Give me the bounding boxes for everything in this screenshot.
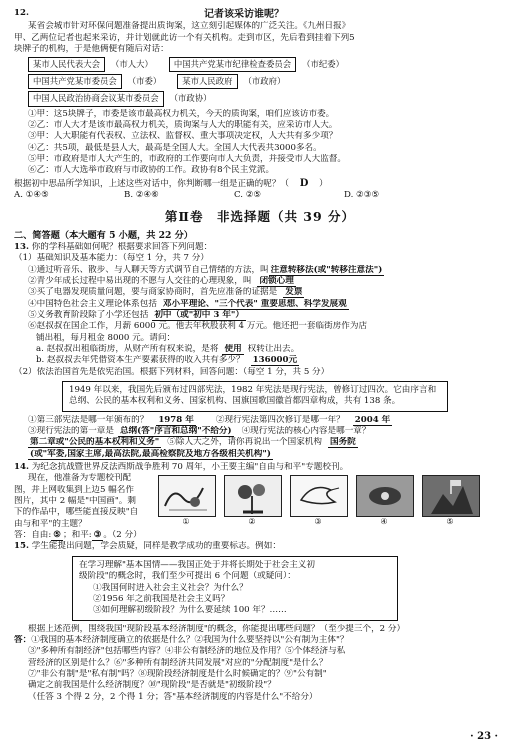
q15-answer-line: 确定之前我国是什么经济制度？⑩"现阶段"是否就是"初级阶段"？ xyxy=(28,680,276,691)
q15-answer-line: ⑦"非公有制"是"私有制"吗？⑧现阶段经济制度是什么时候确定的？⑨"公有制" xyxy=(28,668,327,679)
artwork-1 xyxy=(158,475,216,541)
answer-fill: ⑤ xyxy=(53,530,62,541)
artwork-caption: ① xyxy=(182,517,190,527)
q13-line-4 xyxy=(14,299,506,310)
q13-m-line-2 xyxy=(14,426,506,437)
sign-box: 中国共产党某市纪律检查委员会 xyxy=(169,57,296,72)
q14-desc xyxy=(14,473,144,541)
q13-m-line-3 xyxy=(14,437,506,448)
artwork-3 xyxy=(290,475,348,541)
q14-stem-row xyxy=(14,462,506,473)
answer-fill: 闭锁心理 xyxy=(259,275,294,286)
answer-fill: 邓小平理论、"三个代表" 重要思想、科学发展观 xyxy=(162,298,347,309)
q12-item: ③甲：人大职能有代表权、立法权、监督权、重大事项决定权，人大共有多少项？ xyxy=(28,131,338,142)
sign-box: 某市人民代表大会 xyxy=(28,57,105,72)
q12-question-end: ） xyxy=(319,178,328,189)
sign-label: （市委） xyxy=(127,76,162,87)
q12-option: D. ②③⑤ xyxy=(344,189,380,200)
q12-intro-2: 甲、乙两位记者也起来采访，并计划就此访一个有关机构。走到市区，先后看到挂着下列5 xyxy=(14,32,355,43)
answer-fill: 注意转移法(或"转移注意法") xyxy=(270,264,383,275)
q12-item: ④乙：共5项，最低是县人大，最高是全国人大。全国人大代表共3000多名。 xyxy=(28,142,322,153)
q15-stem-row xyxy=(14,541,506,552)
q13-line-6a xyxy=(14,344,506,355)
line-text: ；和平: xyxy=(63,530,92,541)
ink-painting-image xyxy=(158,475,216,517)
line-text: b. 赵叔叔去年凭借资本生产要素获得的收入共有多少？ xyxy=(36,355,245,366)
artwork-4 xyxy=(356,475,414,541)
q15-scoring-note: （任答 3 个得 2 分，2 个得 1 分；答"基本经济制度的内容是什么"不给分） xyxy=(28,691,318,702)
artwork-caption: ② xyxy=(248,517,256,527)
artwork-caption: ⑤ xyxy=(446,517,454,527)
q12-boxes-row-2 xyxy=(28,74,506,89)
q13-line-3 xyxy=(14,287,506,298)
liberty-painting-image xyxy=(422,475,480,517)
q14-number: 14. xyxy=(14,462,29,473)
q14-answer-row xyxy=(14,530,144,541)
q15-example-box xyxy=(72,556,398,621)
q14-desc-line: 由与和平"的主题？ xyxy=(14,518,87,529)
line-text: 。（2 分） xyxy=(103,530,142,541)
q13-part2-heading: （2）依法治国首先是依宪治国。根据下列材料，回答问题：（每空 1 分，共 5 分） xyxy=(14,366,330,377)
flower-painting-image xyxy=(224,475,282,517)
exam-page xyxy=(14,8,506,703)
q13-part1-heading: （1）基础知识及基本能力：（每空 1 分，共 7 分） xyxy=(14,253,209,264)
sign-box: 中国共产党某市委员会 xyxy=(28,74,122,89)
q14-desc-line: 下的作品中，哪些能直接反映"自 xyxy=(14,507,139,518)
line-text: 权转让出去。 xyxy=(247,343,300,354)
q12-answer: D xyxy=(299,177,309,189)
line-text: ②青少年成长过程中易出现的不愿与人交往的心理现象，叫 xyxy=(28,275,252,286)
q12-number: 12. xyxy=(14,8,29,18)
q13-line-1 xyxy=(14,265,506,276)
artwork-2 xyxy=(224,475,282,541)
q15-answer-line: ③"多种所有制经济"包括哪些内容？④非公有制经济的地位及作用？⑤个体经济与私 xyxy=(28,646,346,657)
line-text: ①通过听音乐、散步、与人聊天等方式调节自己情绪的方法，叫 xyxy=(28,264,269,275)
sign-label: （市纪委） xyxy=(302,59,344,70)
artwork-gallery xyxy=(158,475,480,541)
line-text: ④现行宪法的核心内容是哪一章？ xyxy=(241,426,371,437)
artwork-caption: ③ xyxy=(314,517,322,527)
answer-fill: 国务院 xyxy=(329,437,356,448)
answer-fill: ③ xyxy=(93,530,102,541)
constitution-material: 1949 年以来，我国先后颁布过四部宪法，1982 年宪法是现行宪法，曾修订过四次。它由序言和总纲、公民的基本权利和义务、国家机构、国旗国歌国徽首都四章构成，共有 138 条。 xyxy=(62,381,448,412)
q12-boxes-row-3 xyxy=(28,91,506,106)
q12-option: C. ②⑤ xyxy=(234,189,262,200)
example-line: 在学习理解"基本国情——我国正处于并将长期处于社会主义初 xyxy=(79,559,315,570)
section-heading: 二、简答题（本大题有 5 小题，共 22 分） xyxy=(14,229,193,241)
answer-fill: 发票 xyxy=(285,287,303,298)
q15-ask: 根据上述范例，围绕我国"现阶段基本经济制度"的概念，你能提出哪些问题？（至少提三个，2 分） xyxy=(28,623,406,634)
line-text: a. 赵叔叔出租临街房，从财产所有权来说，是将 xyxy=(36,343,219,354)
answer-fill: 使用 xyxy=(224,343,242,354)
answer-fill: 2004 年 xyxy=(354,414,391,425)
example-line: ③如何理解初级阶段？为什么要延续 100 年？…… xyxy=(93,605,287,616)
q13-m-line-1 xyxy=(14,415,506,426)
q12-intro-3: 块牌子的机构，于是他俩便有随后对话： xyxy=(14,43,169,54)
q14-body xyxy=(14,473,506,541)
q13-stem-row xyxy=(14,242,506,253)
page-number: · 23 · xyxy=(470,731,498,742)
line-text: ②现行宪法第四次修订是哪一年？ xyxy=(215,414,345,425)
answer-label: 答： xyxy=(14,530,32,541)
answer-fill: 总纲(答"序言和总纲"不给分) xyxy=(119,426,232,437)
sign-label: （市政协） xyxy=(169,93,212,104)
sign-label: （市政府） xyxy=(243,76,286,87)
q12-item: ⑤甲：市政府是市人大产生的，市政府的工作要向市人大负责，并接受市人大监督。 xyxy=(28,153,346,164)
answer-fill: 1978 年 xyxy=(158,414,194,425)
line-text: ④中国特色社会主义理论体系包括 xyxy=(28,298,157,309)
q13-line-6c xyxy=(14,355,506,366)
q12-item: ⑥乙：市人大选举市政府与市政协的工作。政协有8个民主党派。 xyxy=(28,165,275,176)
q12-header xyxy=(14,8,506,21)
q15-stem: 学生能提出问题，学会质疑，同样是教学成功的重要标志。例如： xyxy=(31,541,281,552)
q13-number: 13. xyxy=(14,241,29,252)
q14-desc-line: 图片，其中 2 幅是"中国画"。剩 xyxy=(14,496,136,507)
q14-desc-line: 现在，他准备为专题校刊配 xyxy=(28,473,132,484)
q15-answer-line-1 xyxy=(14,635,506,646)
q12-item: ①甲：这5块牌子，市委是该市最高权力机关，今天的质询案，咱们应该访市委。 xyxy=(28,108,335,119)
q12-option: B. ②④⑥ xyxy=(124,189,159,200)
q13-line-6: ⑥赵叔叔在国企工作，月薪 6000 元。他去年秋股获利 4 万元。他还把一套临街房作为店 xyxy=(28,321,368,332)
sign-box: 中国人民政治协商会议某市委员会 xyxy=(28,91,164,106)
q15-answer-line: 营经济的区别是什么？⑥"多种所有制经济共同发展"对应的"分配制度"是什么？ xyxy=(28,657,328,668)
q12-title: 记者该采访谁呢？ xyxy=(204,9,284,20)
answer-fill: 初中（或"初中 3 年"） xyxy=(154,309,244,320)
sculpture-image xyxy=(356,475,414,517)
q12-question xyxy=(14,177,506,190)
answer-fill: 136000元 xyxy=(252,355,298,366)
line-text: ①第三部宪法是哪一年颁布的？ xyxy=(28,414,149,425)
q14-desc-line: 图，并上网收集到上边5 幅名作 xyxy=(14,484,134,495)
q12-item: ②乙：市人大才是该市最高权力机关，质询案与人大的职能有关，应采访市人大。 xyxy=(28,119,338,130)
part2-title: 第Ⅱ卷 非选择题（共 39 分） xyxy=(164,209,356,225)
line-text: ⑤义务教育阶段除了小学还包括 xyxy=(28,309,149,320)
q13-line-6b: 铺出租，每月租金 8000 元。请问： xyxy=(36,332,176,343)
q13-line-5 xyxy=(14,310,506,321)
line-text: ③买了电器发现质量问题，要与商家协商时，首先应准备的证据是 xyxy=(28,287,278,298)
line-text: ③现行宪法的第一章是 xyxy=(28,426,114,437)
example-line: ②1956 年之前我国是社会主义吗？ xyxy=(93,593,230,604)
answer-label: 答： xyxy=(14,634,32,645)
q12-question-text: 根据初中思品所学知识，上述这些对话中，你判断哪一组是正确的呢？（ xyxy=(14,178,290,189)
sign-box: 某市人民政府 xyxy=(177,74,237,89)
q13-stem: 你的学科基础如何呢？根据要求回答下列问题： xyxy=(31,241,213,252)
example-line: ①我国何时进入社会主义社会？为什么？ xyxy=(93,582,248,593)
q12-intro-1: 某省会城市针对环保问题准备提出质询案，这立刻引起媒体的广泛关注。《九州日报》 xyxy=(28,21,351,32)
q12-option: A. ①④⑤ xyxy=(14,189,49,200)
sign-label: （市人大） xyxy=(111,59,153,70)
q12-options xyxy=(14,190,506,201)
answer-fill: 第二章或"公民的基本权利和义务" xyxy=(30,437,160,448)
artwork-caption: ④ xyxy=(380,517,388,527)
line-text: 自由: xyxy=(31,530,52,541)
example-line: 级阶段"的概念时，我们至少可提出 6 个问题（或疑问）： xyxy=(79,571,296,582)
answer-fill: (或"军委,国家主席,最高法院,最高检察院及地方各级相关机构") xyxy=(30,448,271,459)
q12-boxes-row-1 xyxy=(28,57,506,72)
q14-stem: 为纪念抗战暨世界反法西斯战争胜利 70 周年，小王要主编"自由与和平"专题校刊。 xyxy=(31,462,349,473)
dove-drawing-image xyxy=(290,475,348,517)
artwork-5 xyxy=(422,475,480,541)
line-text: ⑤除人大之外，请你再说出一个国家机构 xyxy=(167,437,322,448)
q13-line-2 xyxy=(14,276,506,287)
answer-text: ①我国的基本经济制度确立的依据是什么？②我国为什么要坚持以"公有制为主体"？ xyxy=(31,634,349,645)
q15-number: 15. xyxy=(14,541,29,552)
q13-m-line-4 xyxy=(14,449,506,460)
